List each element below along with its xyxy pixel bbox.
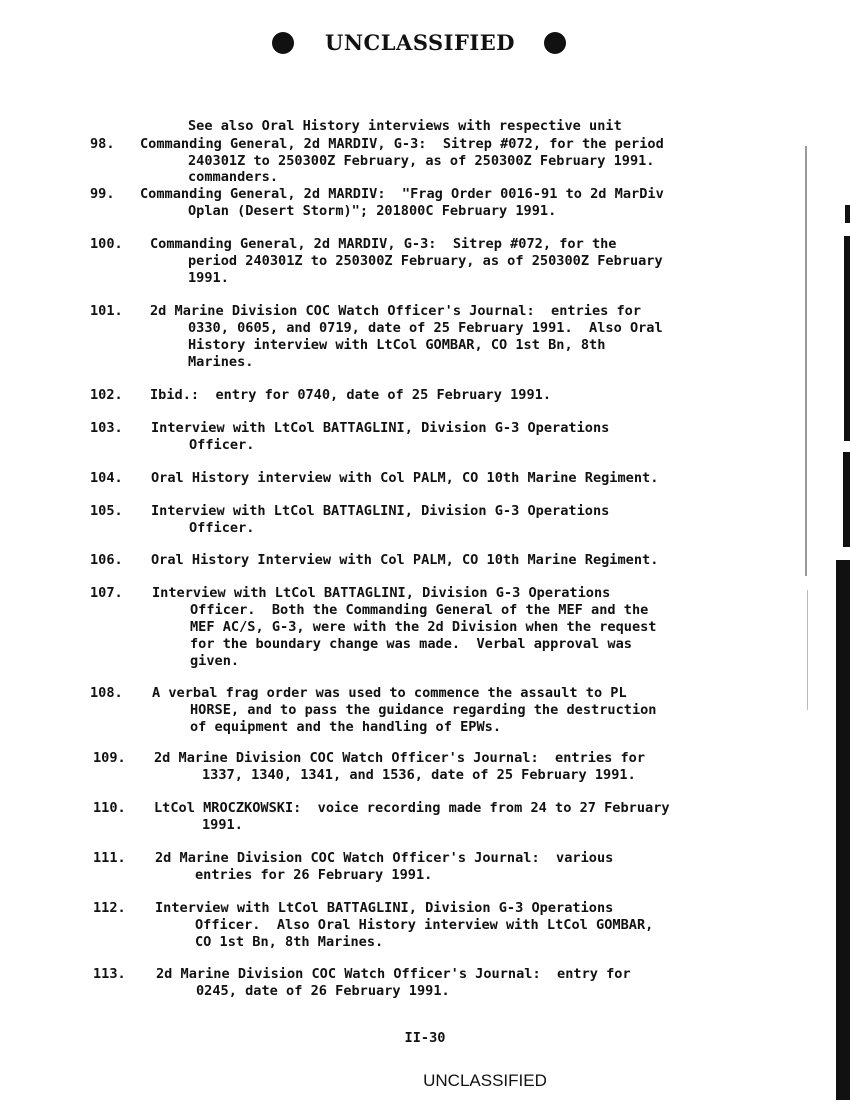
- margin-line: [807, 590, 808, 710]
- endnote-text-line: of equipment and the handling of EPWs.: [190, 719, 501, 735]
- margin-line: [805, 146, 807, 576]
- endnote: [90, 303, 800, 371]
- endnote-text-line: Commanding General, 2d MARDIV: "Frag Order 0016-91 to 2d MarDiv: [140, 186, 664, 202]
- change-bar: [843, 452, 850, 547]
- endnote: [90, 186, 800, 220]
- endnote-text-line: Officer.: [189, 520, 255, 536]
- endnote-text-line: entries for 26 February 1991.: [195, 867, 433, 883]
- endnote: [90, 552, 800, 569]
- endnote-text-line: 0330, 0605, and 0719, date of 25 February 1991. Also Oral: [188, 320, 663, 336]
- endnote: [93, 850, 800, 884]
- endnote-number: 109.: [93, 750, 126, 766]
- endnote-text-line: Officer. Both the Commanding General of the MEF and the: [190, 602, 649, 618]
- endnote-number: 112.: [93, 900, 126, 916]
- endnote-number: 106.: [90, 552, 123, 568]
- endnote: [93, 966, 800, 1000]
- endnote-text-line: Interview with LtCol BATTAGLINI, Division G-3 Operations: [152, 585, 611, 601]
- change-bar: [836, 560, 850, 1100]
- endnote: [90, 585, 800, 670]
- endnote-text-line: 1991.: [188, 270, 229, 286]
- endnote-text-line: 0245, date of 26 February 1991.: [196, 983, 450, 999]
- endnote-number: 111.: [93, 850, 126, 866]
- endnote-text-line: Ibid.: entry for 0740, date of 25 February 1991.: [150, 387, 552, 403]
- endnote-text-line: 1337, 1340, 1341, and 1536, date of 25 February 1991.: [202, 767, 636, 783]
- endnote-text-line: Officer. Also Oral History interview with LtCol GOMBAR,: [195, 917, 654, 933]
- endnote: [93, 750, 800, 784]
- endnote-text-line: Officer.: [189, 437, 255, 453]
- endnote-text-line: Oral History interview with Col PALM, CO 10th Marine Regiment.: [151, 470, 659, 486]
- endnote-text-line: Commanding General, 2d MARDIV, G-3: Sitrep #072, for the: [150, 236, 617, 252]
- endnote-number: 99.: [90, 186, 115, 202]
- endnote-text-line: MEF AC/S, G-3, were with the 2d Division when the request: [190, 619, 657, 635]
- endnote-text-line: A verbal frag order was used to commence the assault to PL: [152, 685, 627, 701]
- endnote-text-line: 2d Marine Division COC Watch Officer's Journal: various: [155, 850, 614, 866]
- endnote-text-line: 240301Z to 250300Z February, as of 250300Z February 1991.: [188, 153, 655, 169]
- endnote-text-line: Marines.: [188, 354, 254, 370]
- endnote-text-line: HORSE, and to pass the guidance regarding the destruction: [190, 702, 657, 718]
- endnote-number: 103.: [90, 420, 123, 436]
- endnote: [90, 136, 800, 170]
- endnote-number: 98.: [90, 136, 115, 152]
- endnote-text-line: History interview with LtCol GOMBAR, CO 1st Bn, 8th: [188, 337, 606, 353]
- endnote-text-line: Interview with LtCol BATTAGLINI, Division G-3 Operations: [155, 900, 614, 916]
- endnote: [90, 236, 800, 287]
- endnote-number: 101.: [90, 303, 123, 319]
- change-bar: [844, 236, 850, 441]
- endnote: [90, 387, 800, 404]
- endnote-number: 113.: [93, 966, 126, 982]
- endnote: [90, 503, 800, 537]
- endnote-text-line: 2d Marine Division COC Watch Officer's Journal: entries for: [154, 750, 646, 766]
- page-number: II-30: [404, 1030, 446, 1046]
- intro-line: See also Oral History interviews with respective unit: [188, 118, 622, 134]
- endnote-number: 100.: [90, 236, 123, 252]
- endnote-text-line: 2d Marine Division COC Watch Officer's Journal: entry for: [156, 966, 631, 982]
- intro-line: commanders.: [188, 169, 279, 185]
- endnote-text-line: CO 1st Bn, 8th Marines.: [195, 934, 384, 950]
- classification-header-text: UNCLASSIFIED: [325, 30, 515, 55]
- endnote-text-line: LtCol MROCZKOWSKI: voice recording made from 24 to 27 February: [154, 800, 670, 816]
- endnote-text-line: for the boundary change was made. Verbal approval was: [190, 636, 632, 652]
- endnote-number: 102.: [90, 387, 123, 403]
- endnote-number: 108.: [90, 685, 123, 701]
- endnote-text-line: 1991.: [202, 817, 243, 833]
- endnote-text-line: Oral History Interview with Col PALM, CO 10th Marine Regiment.: [151, 552, 659, 568]
- endnote: [90, 470, 800, 487]
- endnote: [90, 685, 800, 736]
- endnote-text-line: Commanding General, 2d MARDIV, G-3: Sitrep #072, for the period: [140, 136, 664, 152]
- endnote-text-line: 2d Marine Division COC Watch Officer's Journal: entries for: [150, 303, 642, 319]
- change-bar: [845, 205, 850, 223]
- endnote-text-line: Interview with LtCol BATTAGLINI, Division G-3 Operations: [151, 420, 610, 436]
- endnote-text-line: Interview with LtCol BATTAGLINI, Division G-3 Operations: [151, 503, 610, 519]
- endnote-text-line: given.: [190, 653, 240, 669]
- endnote-number: 104.: [90, 470, 123, 486]
- endnote-number: 105.: [90, 503, 123, 519]
- endnote-number: 107.: [90, 585, 123, 601]
- endnote-text-line: Oplan (Desert Storm)"; 201800C February 1991.: [188, 203, 557, 219]
- endnote-number: 110.: [93, 800, 126, 816]
- endnote: [90, 420, 800, 454]
- endnote-text-line: period 240301Z to 250300Z February, as of 250300Z February: [188, 253, 663, 269]
- endnote: [93, 900, 800, 951]
- endnote: [93, 800, 800, 834]
- classification-footer: UNCLASSIFIED: [423, 1071, 547, 1090]
